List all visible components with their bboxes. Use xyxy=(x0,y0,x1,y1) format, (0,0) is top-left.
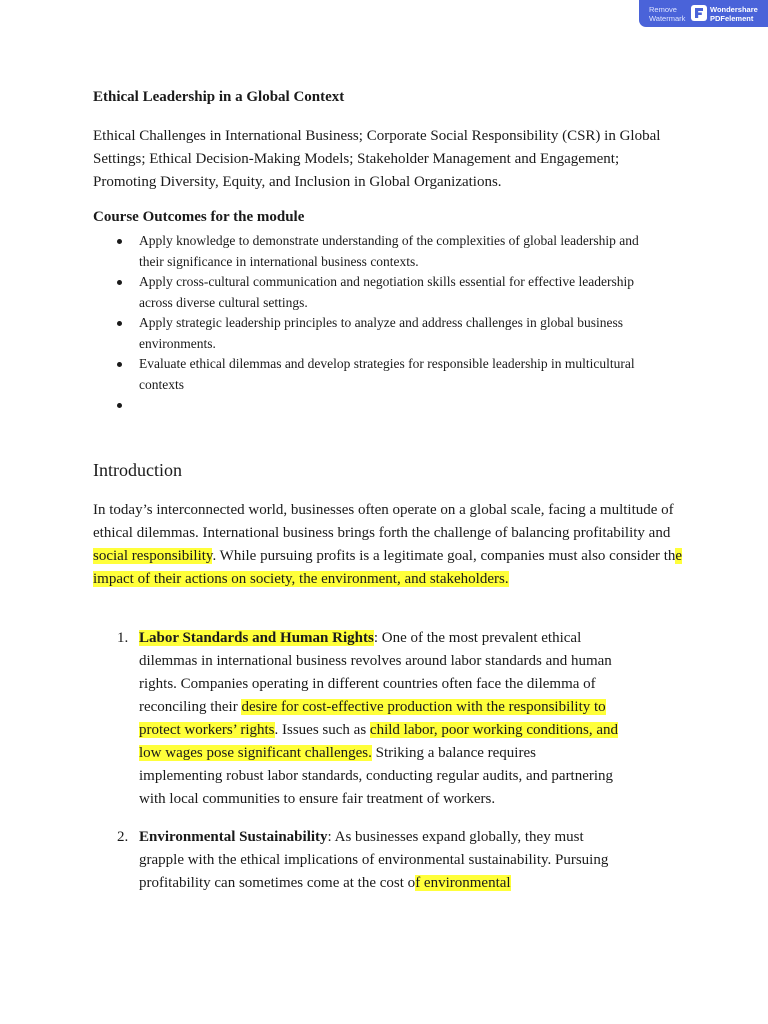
intro-highlight: social responsibility xyxy=(93,548,213,564)
issue-number: 1. xyxy=(117,630,129,646)
issues-list xyxy=(93,627,623,910)
course-outcomes-heading: Course Outcomes for the module xyxy=(93,209,305,225)
remove-watermark-link[interactable]: Remove Watermark xyxy=(649,5,686,23)
intro-text: In today’s interconnected world, businesses often operate on a global scale, facing a multitude of ethical dilemmas. International business brings forth the challenge of balancing profitability and xyxy=(93,502,674,541)
watermark-brand: Wondershare PDFelement xyxy=(710,5,758,23)
list-item: Apply strategic leadership principles to analyze and address challenges in global business environments. xyxy=(93,313,653,354)
list-item: Apply knowledge to demonstrate understanding of the complexities of global leadership and their significance in international business contexts. xyxy=(93,231,653,272)
intro-highlight: e impact of their actions on society, the environment, and stakeholders. xyxy=(93,548,683,587)
pdfelement-logo-icon xyxy=(691,5,707,21)
issue-highlight: child labor, poor working conditions, and low wages pose significant challenges. xyxy=(139,722,619,761)
issue-item-environment xyxy=(93,826,623,895)
issue-text: Striking a balance requires implementing robust labor standards, conducting regular audits, and partnering with local communities to ensure fair treatment of workers. xyxy=(139,745,614,807)
issue-text: : As businesses expand globally, they must grapple with the ethical implications of environmental sustainability. Pursuing profitability can sometimes come at the cost o xyxy=(139,829,609,891)
issue-text: : One of the most prevalent ethical dilemmas in international business revolves around labor standards and human rights. Companies operating in different countries often face the dilemma of reconciling their xyxy=(139,630,612,715)
course-outcomes-list xyxy=(93,231,653,416)
document-title: Ethical Leadership in a Global Context xyxy=(93,89,345,105)
introduction-heading: Introduction xyxy=(93,460,182,480)
intro-text: . While pursuing profits is a legitimate goal, companies must also consider th xyxy=(212,548,676,564)
issue-number: 2. xyxy=(117,829,129,845)
introduction-paragraph xyxy=(93,499,683,591)
issue-item-labor xyxy=(93,627,623,811)
issue-text: . Issues such as xyxy=(274,722,370,738)
list-item: Apply cross-cultural communication and negotiation skills essential for effective leadership across diverse cultural settings. xyxy=(93,272,653,313)
list-item: Evaluate ethical dilemmas and develop strategies for responsible leadership in multicultural contexts xyxy=(93,354,653,395)
issue-highlight: desire for cost-effective production with the responsibility to protect workers’ rights xyxy=(139,699,606,738)
topics-paragraph: Ethical Challenges in International Business; Corporate Social Responsibility (CSR) in Global Settings; Ethical Decision-Making Models; Stakeholder Management and Engagement; Promoting Diversity, Equity, and Inclusion in Global Organizations. xyxy=(93,128,661,190)
issue-title: Labor Standards and Human Rights xyxy=(139,630,374,646)
list-item-empty xyxy=(93,395,653,416)
issue-highlight: f environmental xyxy=(415,875,511,891)
issue-title: Environmental Sustainability xyxy=(139,829,328,845)
